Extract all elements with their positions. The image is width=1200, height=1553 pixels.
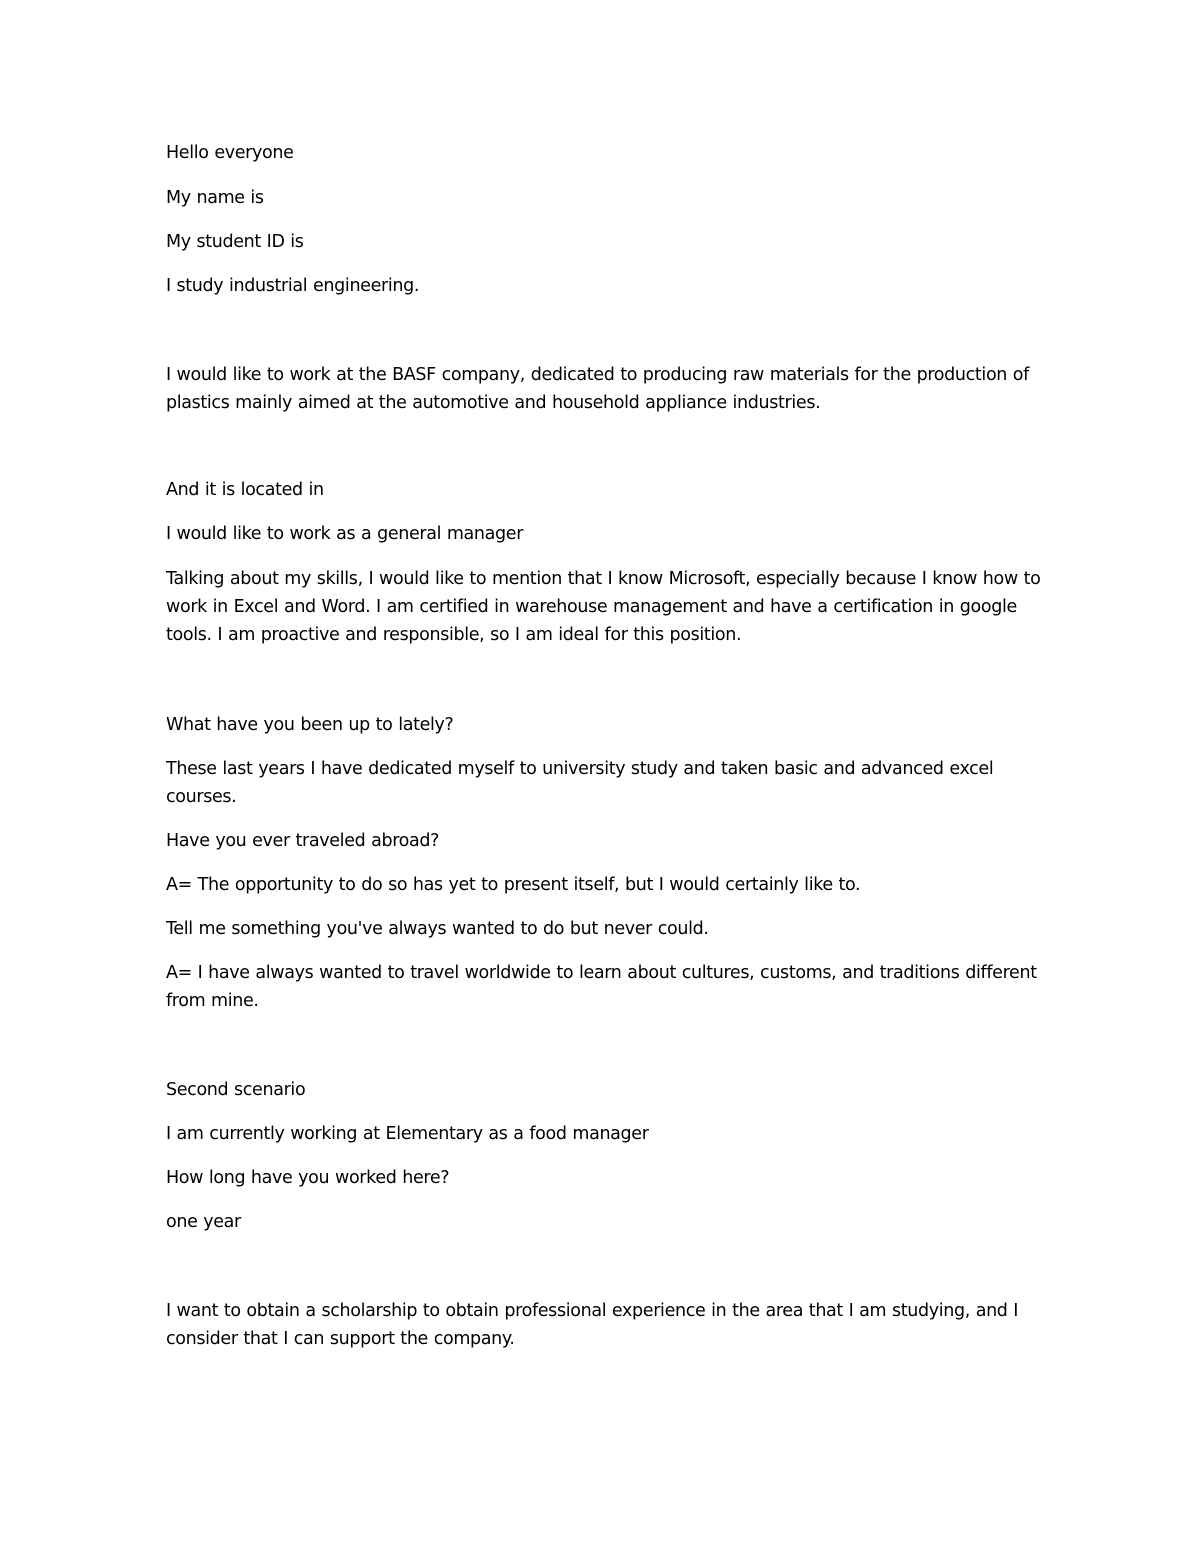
name-line: My name is [166,188,264,208]
answer-wanted: A= I have always wanted to travel worldwide to learn about cultures, customs, and traditions different from mine. [166,963,1037,1011]
question-wanted: Tell me something you've always wanted to do but never could. [166,919,709,939]
student-id-line: My student ID is [166,232,304,252]
skills-paragraph: Talking about my skills, I would like to mention that I know Microsoft, especially because I know how to work in Excel and Word. I am certified in warehouse management and have a certification in google tools. I am proactive and responsible, so I am ideal for this position. [166,569,1041,645]
answer-lately: These last years I have dedicated myself to university study and taken basic and advanced excel courses. [166,759,994,807]
company-paragraph: I would like to work at the BASF company, dedicated to producing raw materials for the production of plastics mainly aimed at the automotive and household appliance industries. [166,365,1029,413]
position-line: I would like to work as a general manager [166,524,524,544]
question-lately: What have you been up to lately? [166,715,454,735]
greeting-line: Hello everyone [166,143,294,163]
location-line: And it is located in [166,480,324,500]
current-job-line: I am currently working at Elementary as a food manager [166,1124,649,1144]
study-line: I study industrial engineering. [166,276,420,296]
scholarship-paragraph: I want to obtain a scholarship to obtain professional experience in the area that I am studying, and I consider that I can support the company. [166,1301,1019,1349]
answer-duration: one year [166,1212,241,1232]
section-heading-second-scenario: Second scenario [166,1080,306,1100]
question-duration: How long have you worked here? [166,1168,450,1188]
answer-abroad: A= The opportunity to do so has yet to present itself, but I would certainly like to. [166,875,861,895]
question-abroad: Have you ever traveled abroad? [166,831,440,851]
